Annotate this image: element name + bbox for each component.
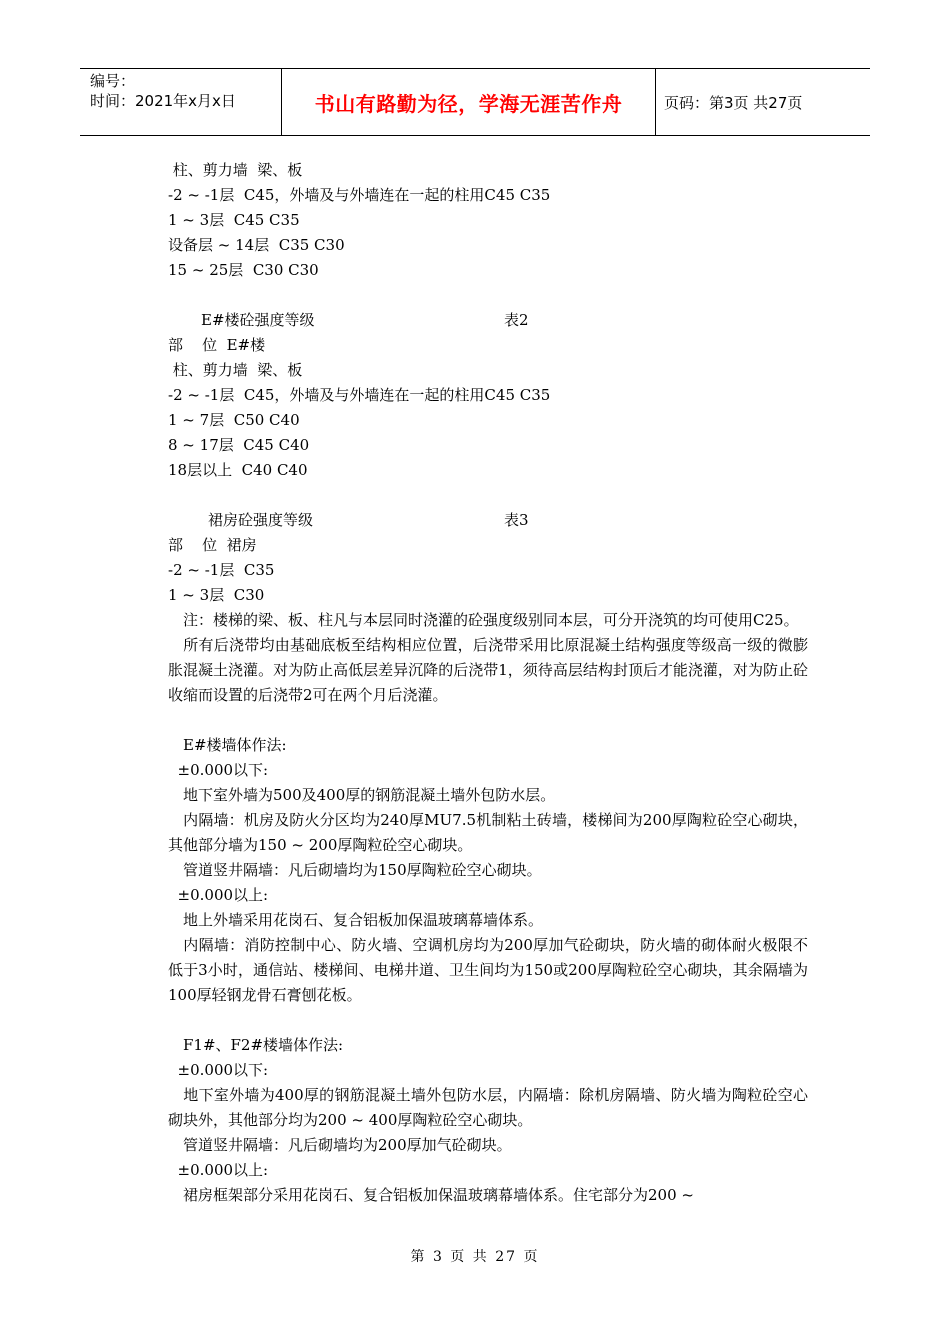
table3-label: 表3 — [504, 511, 529, 529]
note-paragraph: 注：楼梯的梁、板、柱凡与本层同时浇灌的砼强度级别同本层，可分开浇筑的均可使用C25。 — [168, 611, 799, 629]
page-footer: 第 3 页 共 27 页 — [410, 1249, 540, 1265]
table1-row-header: 柱、剪力墙 梁、板 — [168, 161, 303, 179]
f-above-text: 裙房框架部分采用花岗石、复合铝板加保温玻璃幕墙体系。住宅部分为200 ~ — [168, 1186, 694, 1204]
e-below-text: 地下室外墙为500及400厚的钢筋混凝土墙外包防水层。 — [168, 786, 556, 804]
table3-caption — [168, 508, 808, 533]
e-below-text: 管道竖井隔墙：凡后砌墙均为150厚陶粒砼空心砌块。 — [168, 861, 542, 879]
header-page-info-cell — [656, 69, 870, 135]
table2-label: 表2 — [504, 311, 529, 329]
e-above-text: 内隔墙：消防控制中心、防火墙、空调机房均为200厚加气砼砌块，防火墙的砌体耐火极限不低于3小时，通信站、楼梯间、电梯井道、卫生间均为150或200厚陶粒砼空心砌块，其余隔墙为100厚轻钢龙骨石膏刨花板。 — [168, 936, 808, 1004]
table2-title: E#楼砼强度等级 — [201, 311, 315, 329]
table2-row: 8 ~ 17层 C45 C40 — [168, 436, 310, 454]
code-label: 编号： — [90, 72, 136, 90]
time-label: 时间：2021年x月x日 — [90, 92, 236, 110]
e-above-text: 地上外墙采用花岗石、复合铝板加保温玻璃幕墙体系。 — [168, 911, 544, 929]
table2-position: 部 位 E#楼 — [168, 336, 266, 354]
table1-row: -2 ~ -1层 C45，外墙及与外墙连在一起的柱用C45 C35 — [168, 186, 551, 204]
table2-row: 1 ~ 7层 C50 C40 — [168, 411, 300, 429]
table3-title: 裙房砼强度等级 — [208, 511, 314, 529]
table2-row-header: 柱、剪力墙 梁、板 — [168, 361, 303, 379]
header-page-info: 页码：第3页 共27页 — [664, 93, 803, 112]
table2-caption — [168, 308, 808, 333]
f-below-heading: ±0.000以下: — [168, 1061, 269, 1079]
table1-row: 设备层 ~ 14层 C35 C30 — [168, 236, 345, 254]
e-wall-title: E#楼墙体作法: — [168, 736, 287, 754]
f-above-heading: ±0.000以上: — [168, 1161, 269, 1179]
e-below-heading: ±0.000以下: — [168, 761, 269, 779]
e-below-text: 内隔墙：机房及防火分区均为240厚MU7.5机制粘土砖墙，楼梯间为200厚陶粒砼空心砌块，其他部分墙为150 ~ 200厚陶粒砼空心砌块。 — [168, 811, 808, 854]
table2-row: 18层以上 C40 C40 — [168, 461, 308, 479]
table2-row: -2 ~ -1层 C45，外墙及与外墙连在一起的柱用C45 C35 — [168, 386, 551, 404]
header-motto-cell — [282, 69, 656, 135]
table1-row: 1 ~ 3层 C45 C35 — [168, 211, 300, 229]
e-above-heading: ±0.000以上: — [168, 886, 269, 904]
f-below-text: 管道竖井隔墙：凡后砌墙均为200厚加气砼砌块。 — [168, 1136, 512, 1154]
f-wall-title: F1#、F2#楼墙体作法: — [168, 1036, 344, 1054]
page-header — [80, 68, 870, 136]
table3-row: 1 ~ 3层 C30 — [168, 586, 265, 604]
header-motto: 书山有路勤为径，学海无涯苦作舟 — [314, 91, 623, 116]
header-meta — [80, 69, 282, 135]
post-pour-paragraph: 所有后浇带均由基础底板至结构相应位置，后浇带采用比原混凝土结构强度等级高一级的微膨胀混凝土浇灌。对为防止高低层差异沉降的后浇带1，须待高层结构封顶后才能浇灌，对为防止砼收缩而设置的后浇带2可在两个月后浇灌。 — [168, 636, 808, 704]
table1-row: 15 ~ 25层 C30 C30 — [168, 261, 319, 279]
table3-position: 部 位 裙房 — [168, 536, 257, 554]
document-body — [168, 158, 808, 1208]
f-below-text: 地下室外墙为400厚的钢筋混凝土墙外包防水层，内隔墙：除机房隔墙、防火墙为陶粒砼空心砌块外，其他部分均为200 ~ 400厚陶粒砼空心砌块。 — [168, 1086, 808, 1129]
table3-row: -2 ~ -1层 C35 — [168, 561, 275, 579]
